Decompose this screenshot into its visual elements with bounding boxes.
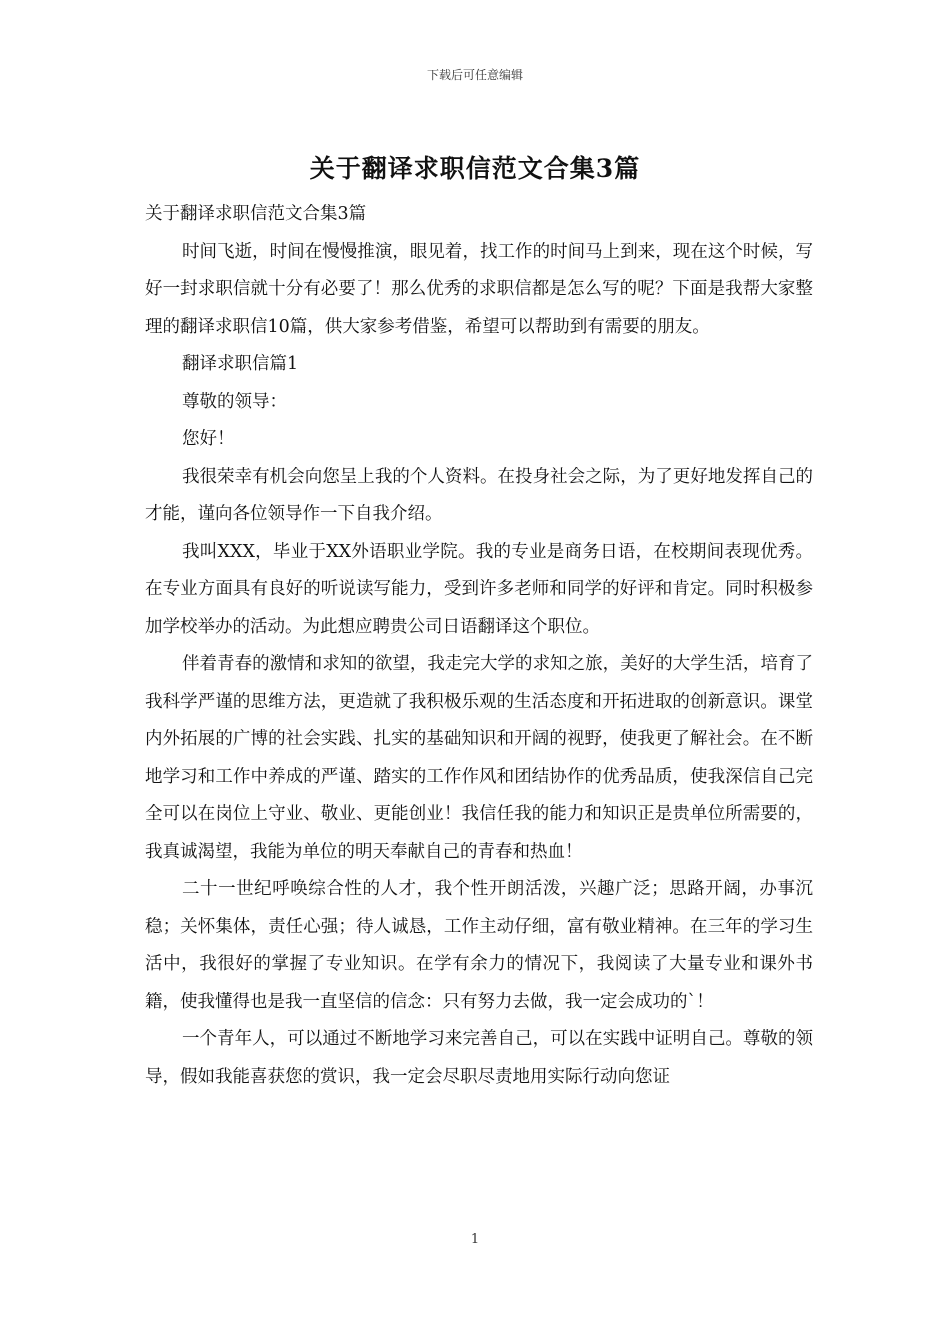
paragraph-opening: 我很荣幸有机会向您呈上我的个人资料。在投身社会之际，为了更好地发挥自己的才能，谨向各位领导作一下自我介绍。	[145, 466, 813, 524]
page-header-note: 下载后可任意编辑	[426, 68, 523, 82]
salutation: 尊敬的领导：	[182, 391, 287, 412]
greeting: 您好！	[182, 429, 235, 449]
paragraph-university-life: 伴着青春的激情和求知的欲望，我走完大学的求知之旅，美好的大学生活，培育了我科学严谨的思维方法，更造就了我积极乐观的生活态度和开拓进取的创新意识。课堂内外拓展的广博的社会实践、扎实的基础知识和开阔的视野，使我更了解社会。在不断地学习和工作中养成的严谨、踏实的工作作风和团结协作的优秀品质，使我深信自己完全可以在岗位上守业、敬业、更能创业！我信任我的能力和知识正是贵单位所需要的，我真诚渴望，我能为单位的明天奉献自己的青春和热血！	[145, 654, 813, 862]
section-heading: 翻译求职信篇1	[182, 354, 299, 374]
page-number: 1	[470, 1232, 480, 1247]
paragraph-intro: 时间飞逝，时间在慢慢推演，眼见着，找工作的时间马上到来，现在这个时候，写好一封求职信就十分有必要了！那么优秀的求职信都是怎么写的呢？下面是我帮大家整理的翻译求职信10篇，供大家参考借鉴，希望可以帮助到有需要的朋友。	[145, 241, 813, 337]
paragraph-closing: 一个青年人，可以通过不断地学习来完善自己，可以在实践中证明自己。尊敬的领导，假如我能喜获您的赏识，我一定会尽职尽责地用实际行动向您证	[145, 1029, 813, 1087]
document-title: 关于翻译求职信范文合集3篇	[309, 154, 641, 183]
paragraph-self-intro: 我叫XXX，毕业于XX外语职业学院。我的专业是商务日语，在校期间表现优秀。在专业方面具有良好的听说读写能力，受到许多老师和同学的好评和肯定。同时积极参加学校举办的活动。为此想应聘贵公司日语翻译这个职位。	[145, 541, 813, 637]
paragraph-personality: 二十一世纪呼唤综合性的人才，我个性开朗活泼，兴趣广泛；思路开阔，办事沉稳；关怀集体，责任心强；待人诚恳，工作主动仔细，富有敬业精神。在三年的学习生活中，我很好的掌握了专业知识。在学有余力的情况下，我阅读了大量专业和课外书籍，使我懂得也是我一直坚信的信念：只有努力去做，我一定会成功的`！	[145, 879, 813, 1012]
document-subtitle: 关于翻译求职信范文合集3篇	[145, 204, 367, 224]
document-body	[145, 196, 813, 1096]
